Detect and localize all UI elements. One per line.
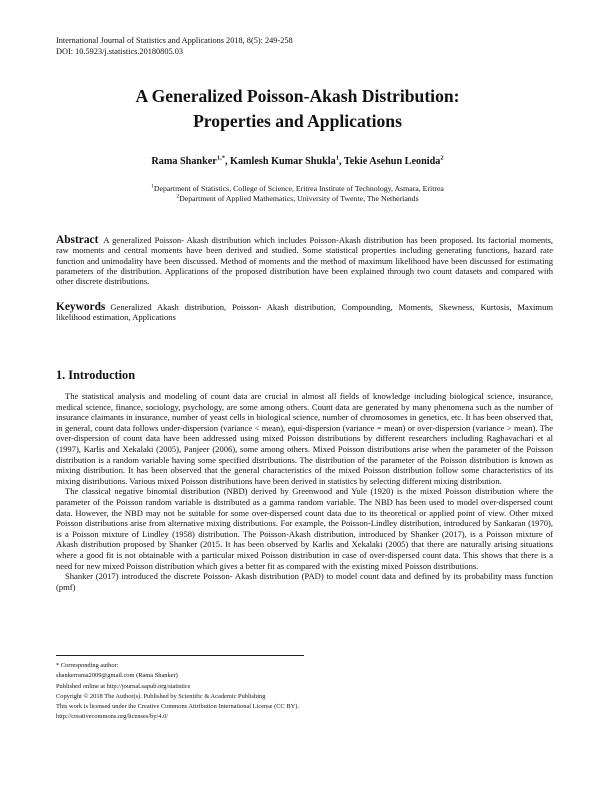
running-header [56, 36, 293, 57]
journal-citation: International Journal of Statistics and Applications 2018, 8(5): 249-258 [56, 36, 293, 45]
footnote-rule [56, 655, 304, 656]
author-name: Kamlesh Kumar Shukla [230, 156, 336, 167]
footnote-line: Published online at http://journal.sapub.org/statistics [56, 682, 191, 690]
paper-title [40, 84, 555, 134]
author-separator: , [338, 156, 344, 167]
footnote-line: This work is licensed under the Creative Commons Attribution International License (CC BY). [56, 703, 299, 711]
footnote-line: * Corresponding author: [56, 662, 119, 669]
author-name: Tekie Asehun Leonida [343, 156, 441, 167]
affiliation [40, 184, 555, 194]
title-line-2: Properties and Applications [193, 111, 402, 131]
paragraph: Shanker (2017) introduced the discrete Poisson- Akash distribution (PAD) to model count data and defined by its probability mass function (pmf) [56, 571, 553, 592]
affiliation-mark: 1 [151, 183, 154, 190]
author-affiliation-mark: 1 [335, 154, 339, 162]
title-line-1: A Generalized Poisson-Akash Distribution: [135, 86, 460, 106]
abstract-text: A generalized Poisson- Akash distribution which includes Poisson-Akash distribution has been proposed. Its factorial moments, raw moments and central moments have been derived and studied. Some statistical properties including generating functions, hazard rate function and unimodality have been discussed. Method of moments and the method of maximum likelihood have been discussed for estimating parameters of the distribution. Applications of the proposed distribution have been explained through two count datasets and compared with other discrete distributions. [56, 235, 553, 287]
affiliation-mark: 2 [176, 193, 180, 200]
footnote-line: Copyright © 2018 The Author(s). Published by Scientific & Academic Publishing [56, 692, 266, 700]
doi: DOI: 10.5923/j.statistics.20180805.03 [56, 46, 183, 56]
author-affiliation-mark: 2 [440, 154, 444, 162]
footnotes [56, 661, 299, 723]
affiliation-text: Department of Applied Mathematics, University of Twente, The Netherlands [179, 194, 419, 203]
keywords-text: Generalized Akash distribution, Poisson- Akash distribution, Compounding, Moments, Skewness, Kurtosis, Maximum likelihood estimation, Applications [56, 302, 553, 323]
abstract [56, 235, 553, 287]
affiliation-text: Department of Statistics, College of Science, Eritrea Institute of Technology, Asmara, Eritrea [153, 184, 444, 193]
author-affiliation-mark: 1,* [216, 154, 225, 162]
introduction-body [56, 391, 553, 592]
keywords [56, 302, 553, 323]
section-heading: 1. Introduction [56, 368, 136, 382]
paragraph: The classical negative binomial distribution (NBD) derived by Greenwood and Yule (1920) is the mixed Poisson distribution where the parameter of the Poisson random variable is distributed as a gamma random variable. The NBD has been used to model over-dispersed count data. However, the NBD may not be suitable for some over-dispersed count data due to its theoretical or applied point of view. Other mixed Poisson distributions arise from alternative mixing distributions. For example, the Poisson-Lindley distribution, introduced by Sankaran (1970), is a Poisson mixture of Lindley (1958) distribution. The Poisson-Akash distribution, introduced by Shanker (2017), is a Poisson mixture of Akash distribution proposed by Shanker (2015. It has been observed by Karlis and Xekalaki (2005) that there are naturally arising situations where a good fit is not obtainable with a particular mixed Poisson distribution in case of over-dispersed count data. This shows that there is a need for new mixed Poisson distribution which gives a better fit as compared with the existing mixed Poisson distributions. [56, 486, 553, 571]
author-separator: , [224, 156, 231, 167]
author-name: Rama Shanker [151, 156, 217, 167]
author-list [40, 156, 555, 167]
paragraph: The statistical analysis and modeling of count data are crucial in almost all fields of knowledge including biological science, insurance, medical science, finance, sociology, psychology, are some among others. Count data are generated by many phenomena such as the number of insurance claimants in insurance, number of yeast cells in biological science, number of chromosomes in genetics, etc. It has been observed that, in general, count data follows under-dispersion (variance < mean), equi-dispersion (variance = mean) or over-dispersion (variance > mean). The over-dispersion of count data have been addressed using mixed Poisson distributions by different researchers including Raghavachari et al (1997), Karlis and Xekalaki (2005), Panjeer (2006), some among others. Mixed Poisson distributions arise when the parameter of the Poisson distribution is a random variable having some specified distributions. The distribution of the parameter of the Poisson distribution is known as mixing distribution. It has been observed that the general characteristics of the mixed Poisson distribution follow some characteristics of its mixing distributions. Various mixed Poisson distributions have been derived in statistics by selecting different mixing distribution. [56, 391, 553, 486]
keywords-label: Keywords [56, 301, 106, 313]
abstract-label: Abstract [56, 234, 99, 246]
affiliation [40, 194, 555, 204]
affiliations [40, 184, 555, 204]
footnote-email: shankerrama2009@gmail.com (Rama Shanker) [56, 672, 178, 680]
footnote-license-link: http://creativecommons.org/licenses/by/4.0/ [56, 713, 169, 721]
